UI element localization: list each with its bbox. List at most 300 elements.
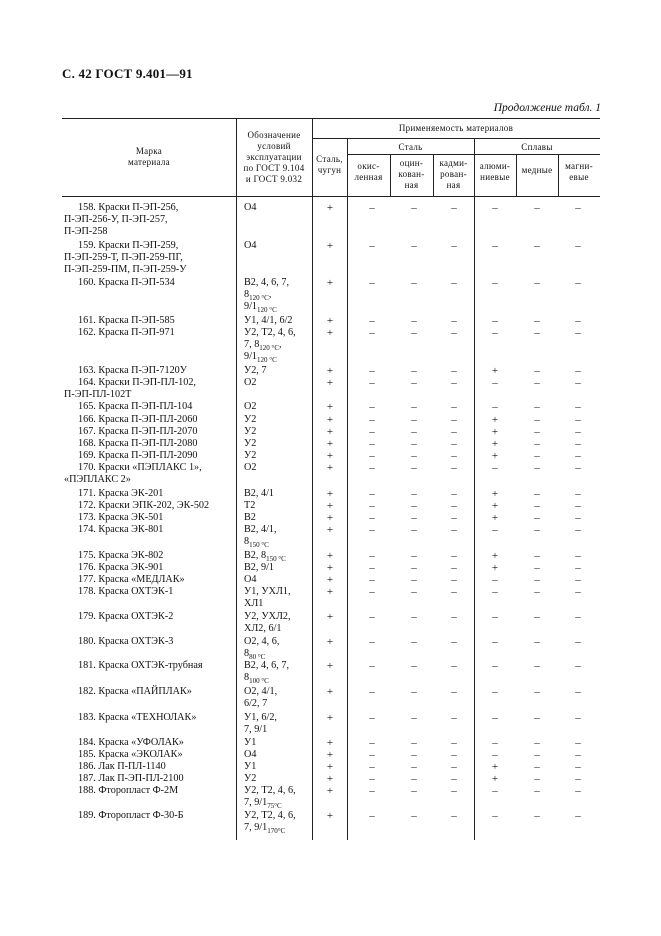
table-row-conditions (244, 773, 312, 785)
applicability-mark: – (369, 500, 375, 512)
condition-line (244, 797, 312, 809)
applicability-mark: – (411, 365, 417, 377)
table-row-conditions (244, 414, 312, 426)
table-continuation-label: Продолжение табл. 1 (493, 102, 601, 114)
condition-line (244, 822, 312, 834)
condition-text: У2, 7 (244, 365, 267, 376)
header-steel-group: Сталь (398, 142, 423, 152)
applicability-mark: – (451, 574, 457, 586)
applicability-mark: + (491, 500, 499, 512)
condition-text: 7, 8 (244, 339, 260, 351)
material-name-line: П-ЭП-258 (64, 226, 108, 238)
applicability-mark: – (369, 550, 375, 562)
applicability-mark: – (492, 737, 498, 749)
condition-line (244, 524, 312, 536)
applicability-mark: – (369, 761, 375, 773)
applicability-mark: + (326, 315, 334, 327)
applicability-mark: – (575, 611, 581, 623)
applicability-mark: – (534, 401, 540, 413)
applicability-mark: + (326, 611, 334, 623)
condition-line (244, 414, 312, 426)
applicability-mark: – (534, 377, 540, 389)
applicability-mark: – (575, 327, 581, 339)
material-name-line: 182. Краска «ПАЙПЛАК» (78, 686, 192, 697)
applicability-mark: – (534, 574, 540, 586)
applicability-mark: + (326, 277, 334, 289)
applicability-mark: + (491, 426, 499, 438)
material-name-line: 183. Краска «ТЕХНОЛАК» (78, 712, 197, 723)
material-name-line: 175. Краска ЭК-802 (78, 550, 164, 561)
table-row-material-name (64, 277, 236, 289)
applicability-mark: + (326, 438, 334, 450)
applicability-mark: – (575, 240, 581, 252)
applicability-mark: + (326, 450, 334, 462)
applicability-mark: + (491, 773, 499, 785)
applicability-mark: + (491, 550, 499, 562)
applicability-mark: + (326, 524, 334, 536)
condition-subscript: 100 °С (249, 677, 269, 686)
applicability-mark: – (492, 636, 498, 648)
applicability-mark: – (369, 377, 375, 389)
condition-line (244, 636, 312, 648)
applicability-mark: – (451, 202, 457, 214)
applicability-mark: – (411, 737, 417, 749)
applicability-mark: – (451, 785, 457, 797)
applicability-mark: – (534, 462, 540, 474)
table-row-conditions (244, 810, 312, 834)
applicability-mark: – (575, 761, 581, 773)
applicability-mark: – (411, 611, 417, 623)
condition-suffix: , (279, 339, 282, 351)
applicability-mark: – (451, 315, 457, 327)
table-row-material-name (64, 327, 236, 339)
applicability-mark: – (534, 327, 540, 339)
condition-text: В2, 4/1, (244, 524, 277, 535)
condition-subscript: 80 °С (249, 653, 266, 662)
table-row-conditions (244, 562, 312, 574)
header-mark: Марка материала (128, 146, 170, 167)
applicability-mark: – (451, 377, 457, 389)
applicability-mark: + (491, 512, 499, 524)
condition-line (244, 562, 312, 574)
table-row-material-name (64, 686, 236, 698)
applicability-mark: – (575, 512, 581, 524)
applicability-mark: – (369, 749, 375, 761)
material-name-line: П-ЭП-256-У, П-ЭП-257, (64, 214, 168, 226)
table-row-material-name (64, 749, 236, 761)
condition-text: ХЛ1 (244, 598, 264, 610)
condition-line (244, 648, 312, 660)
condition-line (244, 462, 312, 474)
table-row-conditions (244, 686, 312, 710)
applicability-mark: – (411, 327, 417, 339)
condition-subscript: 75°С (267, 802, 282, 811)
applicability-mark: – (369, 401, 375, 413)
condition-text: В2 (244, 512, 256, 523)
table-row-conditions (244, 450, 312, 462)
applicability-mark: – (411, 202, 417, 214)
applicability-mark: – (411, 550, 417, 562)
table-row-material-name (64, 240, 236, 277)
applicability-mark: – (369, 240, 375, 252)
condition-line (244, 351, 312, 363)
applicability-mark: – (411, 414, 417, 426)
applicability-mark: + (326, 426, 334, 438)
material-name-line: «ПЭПЛАКС 2» (64, 474, 131, 486)
applicability-mark: – (411, 500, 417, 512)
table-row-material-name (64, 810, 236, 822)
condition-text: 6/2, 7 (244, 698, 268, 710)
applicability-mark: – (451, 749, 457, 761)
header-oxidized: окис- ленная (354, 161, 383, 182)
applicability-mark: – (451, 550, 457, 562)
applicability-mark: + (326, 377, 334, 389)
material-name-line: 158. Краски П-ЭП-256, (78, 202, 179, 213)
table-row-material-name (64, 426, 236, 438)
table-row-material-name (64, 785, 236, 797)
table-row-material-name (64, 450, 236, 462)
material-name-line: 169. Краска П-ЭП-ПЛ-2090 (78, 450, 198, 461)
applicability-mark: + (326, 512, 334, 524)
condition-text: У1, 4/1, 6/2 (244, 315, 293, 326)
material-name-line: 180. Краска ОХТЭК-3 (78, 636, 174, 647)
applicability-mark: – (451, 277, 457, 289)
applicability-mark: + (326, 401, 334, 413)
condition-text: У2 (244, 450, 257, 461)
applicability-mark: – (411, 562, 417, 574)
applicability-mark: – (575, 414, 581, 426)
applicability-mark: – (451, 761, 457, 773)
condition-line (244, 438, 312, 450)
applicability-mark: – (411, 488, 417, 500)
applicability-mark: – (575, 636, 581, 648)
condition-text: В2, 9/1 (244, 562, 275, 573)
applicability-mark: – (451, 686, 457, 698)
table-row-conditions (244, 737, 312, 749)
condition-subscript: 150 °С (249, 541, 269, 550)
applicability-mark: + (326, 550, 334, 562)
applicability-mark: – (534, 737, 540, 749)
applicability-mark: – (534, 202, 540, 214)
applicability-mark: + (326, 785, 334, 797)
table-row-conditions (244, 365, 312, 377)
applicability-mark: – (534, 773, 540, 785)
applicability-mark: – (575, 773, 581, 785)
applicability-mark: – (451, 712, 457, 724)
applicability-mark: – (411, 377, 417, 389)
applicability-mark: – (534, 414, 540, 426)
applicability-mark: – (369, 737, 375, 749)
material-name-line: 176. Краска ЭК-901 (78, 562, 164, 573)
applicability-mark: – (451, 660, 457, 672)
applicability-mark: + (326, 712, 334, 724)
applicability-mark: – (369, 524, 375, 536)
applicability-mark: + (326, 586, 334, 598)
applicability-mark: – (369, 562, 375, 574)
applicability-mark: + (491, 562, 499, 574)
table-row-material-name (64, 462, 236, 486)
applicability-mark: – (411, 524, 417, 536)
applicability-mark: – (369, 611, 375, 623)
applicability-mark: – (411, 785, 417, 797)
table-row-material-name (64, 761, 236, 773)
applicability-mark: – (534, 315, 540, 327)
applicability-mark: – (492, 202, 498, 214)
condition-subscript: 120 °С (257, 356, 277, 365)
applicability-mark: – (575, 660, 581, 672)
condition-text: 9/1 (244, 351, 258, 363)
applicability-mark: – (575, 524, 581, 536)
applicability-mark: + (326, 500, 334, 512)
applicability-mark: – (492, 611, 498, 623)
applicability-mark: – (492, 785, 498, 797)
applicability-mark: – (369, 462, 375, 474)
applicability-mark: – (492, 712, 498, 724)
condition-line (244, 749, 312, 761)
applicability-mark: – (492, 686, 498, 698)
applicability-mark: – (492, 462, 498, 474)
applicability-mark: – (534, 611, 540, 623)
applicability-mark: – (534, 524, 540, 536)
applicability-mark: – (575, 500, 581, 512)
applicability-mark: – (451, 500, 457, 512)
condition-text: 7, 9/1 (244, 797, 268, 809)
condition-line (244, 512, 312, 524)
condition-line (244, 401, 312, 413)
table-row-material-name (64, 712, 236, 724)
condition-line (244, 773, 312, 785)
condition-text: У2 (244, 414, 257, 425)
table-row-conditions (244, 512, 312, 524)
applicability-mark: – (575, 488, 581, 500)
material-name-line: 163. Краска П-ЭП-7120У (78, 365, 187, 376)
applicability-mark: – (534, 450, 540, 462)
page-header: С. 42 ГОСТ 9.401—91 (62, 66, 193, 81)
applicability-mark: – (411, 761, 417, 773)
applicability-mark: – (534, 686, 540, 698)
table-row-conditions (244, 749, 312, 761)
applicability-mark: + (326, 737, 334, 749)
applicability-mark: – (369, 586, 375, 598)
table-row-conditions (244, 500, 312, 512)
condition-text: О4 (244, 574, 257, 585)
condition-line (244, 724, 312, 736)
condition-line (244, 277, 312, 289)
material-name-line: 167. Краска П-ЭП-ПЛ-2070 (78, 426, 198, 437)
applicability-mark: – (411, 574, 417, 586)
table-row-conditions (244, 660, 312, 684)
material-name-line: П-ЭП-259-ПМ, П-ЭП-259-У (64, 264, 187, 276)
table-row-conditions (244, 327, 312, 364)
applicability-mark: – (369, 327, 375, 339)
condition-line (244, 536, 312, 548)
condition-line (244, 785, 312, 797)
applicability-mark: – (492, 586, 498, 598)
applicability-mark: – (411, 426, 417, 438)
applicability-mark: + (326, 562, 334, 574)
table-row-material-name (64, 562, 236, 574)
applicability-mark: – (575, 462, 581, 474)
applicability-mark: – (492, 377, 498, 389)
table-row-conditions (244, 277, 312, 314)
applicability-mark: – (492, 660, 498, 672)
table-row-conditions (244, 462, 312, 474)
condition-text: У2 (244, 426, 257, 437)
condition-text: О2 (244, 462, 257, 473)
condition-text: 8 (244, 536, 250, 548)
table-row-material-name (64, 377, 236, 401)
applicability-mark: – (492, 315, 498, 327)
applicability-mark: – (534, 636, 540, 648)
condition-line (244, 672, 312, 684)
condition-text: У2, Т2, 4, 6, (244, 810, 296, 821)
applicability-mark: + (491, 414, 499, 426)
applicability-mark: + (326, 365, 334, 377)
applicability-mark: – (411, 586, 417, 598)
material-name-line: 160. Краска П-ЭП-534 (78, 277, 175, 288)
applicability-mark: – (451, 737, 457, 749)
table-row-material-name (64, 737, 236, 749)
condition-subscript: 150 °С (266, 555, 286, 563)
condition-text: ХЛ2, 6/1 (244, 623, 282, 635)
condition-subscript: 120 °С (259, 344, 279, 353)
table-row-material-name (64, 636, 236, 648)
applicability-mark: – (534, 761, 540, 773)
condition-text: У1, УХЛ1, (244, 586, 291, 597)
applicability-mark: – (575, 450, 581, 462)
condition-line (244, 426, 312, 438)
applicability-mark: + (326, 686, 334, 698)
applicability-mark: – (492, 524, 498, 536)
condition-line (244, 301, 312, 313)
applicability-mark: – (575, 365, 581, 377)
applicability-mark: – (369, 202, 375, 214)
material-name-line: П-ЭП-259-Т, П-ЭП-259-ПГ, (64, 252, 183, 264)
applicability-mark: + (326, 773, 334, 785)
applicability-mark: – (451, 462, 457, 474)
condition-text: В2, 4/1 (244, 488, 275, 499)
applicability-mark: – (411, 712, 417, 724)
applicability-mark: – (451, 512, 457, 524)
material-name-line: 189. Фторопласт Ф-30-Б (78, 810, 184, 821)
header-copper: медные (521, 165, 553, 175)
applicability-mark: + (491, 438, 499, 450)
condition-line (244, 488, 312, 500)
applicability-mark: – (451, 773, 457, 785)
applicability-mark: + (326, 636, 334, 648)
table-row-conditions (244, 550, 312, 562)
applicability-mark: – (411, 277, 417, 289)
applicability-mark: – (411, 749, 417, 761)
applicability-mark: – (492, 749, 498, 761)
table-row-conditions (244, 712, 312, 736)
condition-line (244, 339, 312, 351)
applicability-mark: – (492, 574, 498, 586)
applicability-mark: – (369, 785, 375, 797)
header-alloys-group: Сплавы (521, 142, 553, 152)
applicability-mark: – (451, 562, 457, 574)
condition-text: У2, УХЛ2, (244, 611, 291, 622)
applicability-mark: – (575, 737, 581, 749)
applicability-mark: + (326, 749, 334, 761)
applicability-mark: – (575, 810, 581, 822)
applicability-mark: – (575, 712, 581, 724)
applicability-mark: – (575, 277, 581, 289)
applicability-mark: – (411, 438, 417, 450)
material-name-line: 168. Краска П-ЭП-ПЛ-2080 (78, 438, 198, 449)
condition-text: Т2 (244, 500, 256, 511)
applicability-mark: – (451, 488, 457, 500)
header-cadmium: кадми- рован- ная (439, 158, 468, 190)
applicability-mark: – (411, 450, 417, 462)
condition-line (244, 315, 312, 327)
condition-line (244, 500, 312, 512)
applicability-mark: – (451, 586, 457, 598)
applicability-mark: – (451, 611, 457, 623)
condition-text: О4 (244, 202, 257, 213)
table-row-material-name (64, 438, 236, 450)
condition-line (244, 660, 312, 672)
table-row-conditions (244, 574, 312, 586)
applicability-mark: – (411, 773, 417, 785)
applicability-mark: + (491, 761, 499, 773)
material-name-line: 177. Краска «МЕДЛАК» (78, 574, 185, 585)
applicability-mark: – (411, 636, 417, 648)
condition-subscript: 120 °С (257, 306, 277, 315)
condition-line (244, 737, 312, 749)
table-row-material-name (64, 611, 236, 623)
header-magnesium: магни- евые (565, 161, 593, 182)
table-row-material-name (64, 365, 236, 377)
condition-line (244, 623, 312, 635)
applicability-mark: – (575, 377, 581, 389)
material-name-line: 166. Краска П-ЭП-ПЛ-2060 (78, 414, 198, 425)
material-name-line: 164. Краски П-ЭП-ПЛ-102, (78, 377, 196, 388)
material-name-line: 159. Краски П-ЭП-259, (78, 240, 179, 251)
applicability-mark: – (575, 686, 581, 698)
applicability-mark: – (451, 327, 457, 339)
condition-line (244, 761, 312, 773)
condition-text: У1, 6/2, (244, 712, 277, 723)
material-name-line: 161. Краска П-ЭП-585 (78, 315, 175, 326)
applicability-mark: – (451, 438, 457, 450)
applicability-mark: + (326, 240, 334, 252)
applicability-mark: – (575, 401, 581, 413)
condition-line (244, 289, 312, 301)
material-name-line: 165. Краска П-ЭП-ПЛ-104 (78, 401, 193, 412)
header-applicability: Применяемость материалов (398, 123, 514, 133)
table-row-conditions (244, 240, 312, 252)
material-name-line: 187. Лак П-ЭП-ПЛ-2100 (78, 773, 184, 784)
applicability-mark: – (575, 586, 581, 598)
table-row-material-name (64, 315, 236, 327)
applicability-mark: – (369, 426, 375, 438)
table-row-material-name (64, 488, 236, 500)
applicability-mark: – (534, 488, 540, 500)
table-row-material-name (64, 660, 236, 672)
condition-line (244, 686, 312, 698)
condition-line (244, 810, 312, 822)
applicability-mark: + (491, 365, 499, 377)
applicability-mark: + (326, 810, 334, 822)
material-name-line: 186. Лак П-ПЛ-1140 (78, 761, 166, 772)
applicability-mark: – (369, 810, 375, 822)
applicability-mark: – (534, 785, 540, 797)
applicability-mark: – (369, 773, 375, 785)
header-conditions: Обозначение условий эксплуатации по ГОСТ 9.104 и ГОСТ 9.032 (243, 130, 305, 184)
applicability-mark: – (411, 240, 417, 252)
applicability-mark: – (534, 586, 540, 598)
